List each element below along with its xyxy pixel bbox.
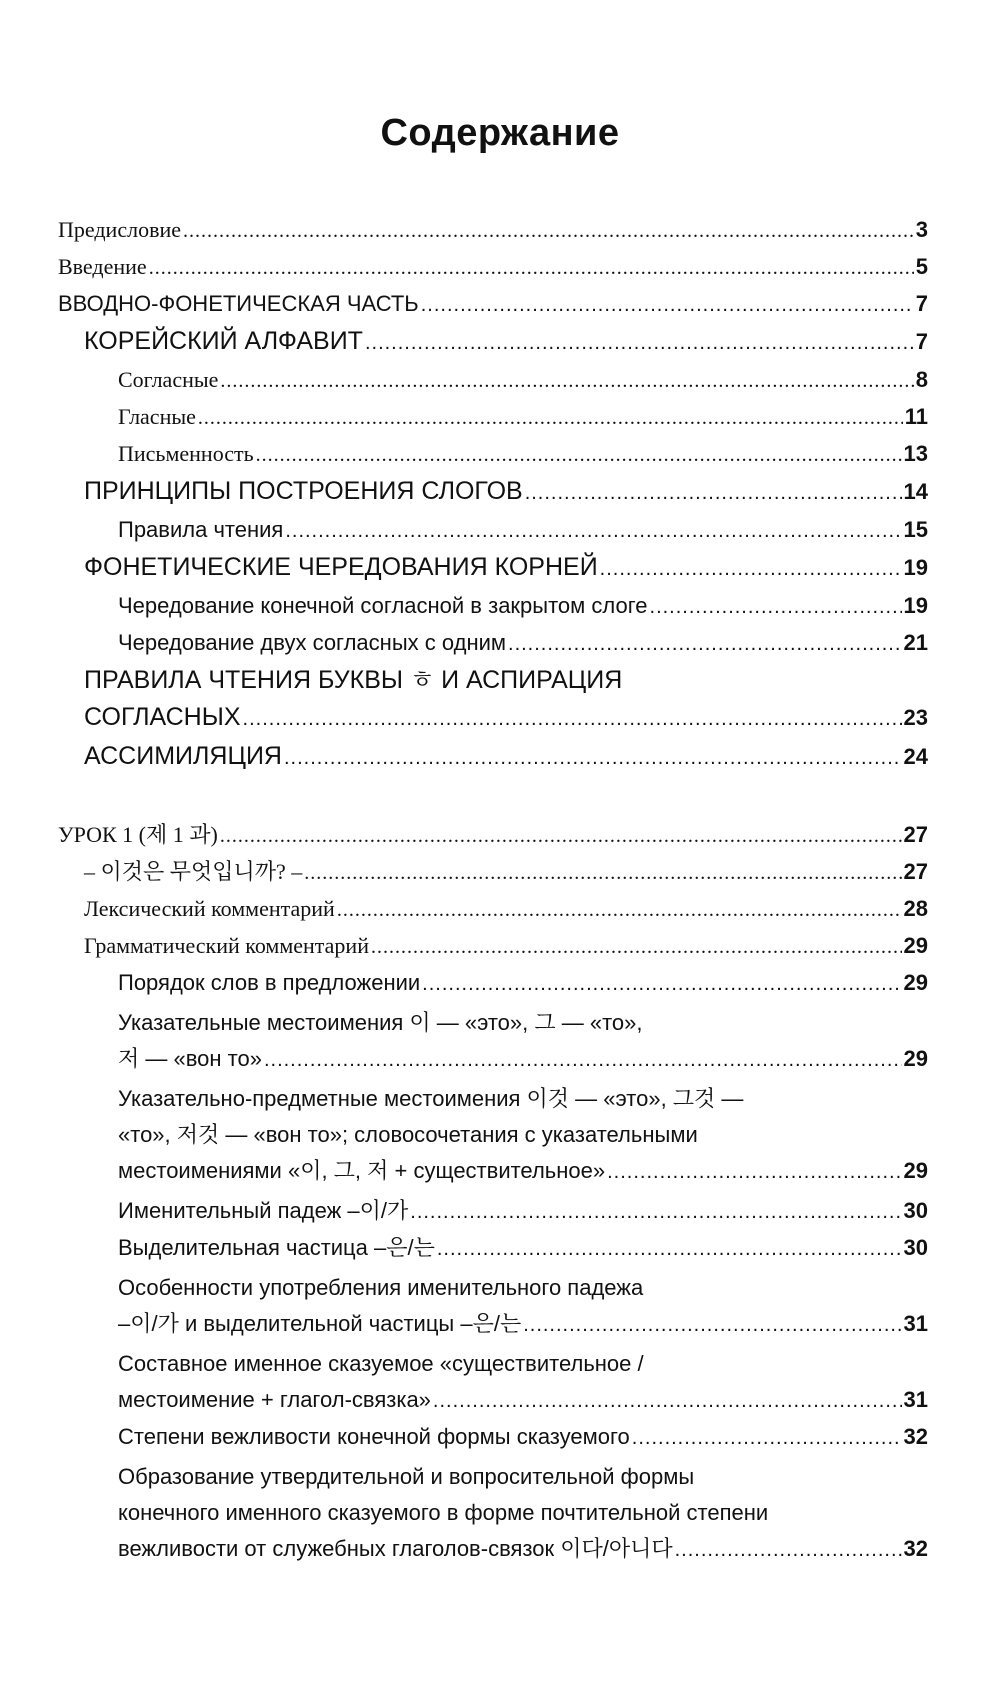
dot-leader (183, 213, 914, 249)
dot-leader (285, 513, 901, 549)
toc-page-number: 28 (903, 896, 928, 921)
toc-entry-line: Особенности употребления именительного падежа (118, 1275, 644, 1300)
toc-entry-korean-alphabet[interactable] (58, 323, 928, 362)
dot-leader (632, 1420, 902, 1456)
dot-leader (365, 325, 914, 362)
dot-leader (220, 818, 902, 854)
toc-entry-label: Степени вежливости конечной формы сказуемого (118, 1424, 630, 1449)
toc-entry-label: ФОНЕТИЧЕСКИЕ ЧЕРЕДОВАНИЯ КОРНЕЙ (84, 553, 598, 581)
toc-entry-label: местоимениями «이, 그, 저 + существительное» (118, 1158, 606, 1183)
dot-leader (198, 400, 903, 436)
toc-entry-label: ПРИНЦИПЫ ПОСТРОЕНИЯ СЛОГОВ (84, 477, 523, 505)
toc-entry-label: Порядок слов в предложении (118, 970, 421, 995)
toc-page-number: 27 (903, 859, 928, 884)
dot-leader (675, 1532, 902, 1568)
toc-page-number: 3 (915, 217, 928, 242)
toc-page-number: 31 (903, 1387, 928, 1412)
toc-page-number: 19 (903, 593, 928, 618)
dot-leader (243, 701, 902, 738)
toc-entry-label: Именительный падеж –이/가 (118, 1198, 409, 1223)
toc-entry-label: Согласные (118, 367, 219, 392)
page-title: Содержание (380, 112, 620, 154)
toc-page-number: 27 (903, 822, 928, 847)
toc-entry-label: Лексический комментарий (84, 896, 335, 921)
toc-page-number: 23 (903, 705, 928, 730)
toc-entry-line: Указательные местоимения 이 — «это», 그 — «то», (118, 1010, 643, 1035)
toc-page-number: 24 (903, 744, 928, 769)
section-gap (58, 777, 928, 817)
toc-page-number: 32 (903, 1424, 928, 1449)
toc-entry-label: Введение (58, 254, 147, 279)
toc-entry-label: КОРЕЙСКИЙ АЛФАВИТ (84, 327, 363, 355)
toc-entry-grammar-commentary[interactable] (58, 928, 928, 965)
toc-page-number: 8 (915, 367, 928, 392)
dot-leader (256, 437, 902, 473)
toc-page-number: 7 (915, 291, 928, 316)
toc-page-number: 29 (903, 970, 928, 995)
toc-entry-label: Правила чтения (118, 517, 284, 542)
dot-leader (220, 363, 913, 399)
toc-entry-label: Предисловие (58, 217, 181, 242)
toc-page-number: 32 (903, 1536, 928, 1561)
dot-leader (149, 250, 914, 286)
dot-leader (433, 1383, 902, 1419)
toc-entry-demonstrative-object-pronouns[interactable] (58, 1081, 928, 1190)
toc-entry-writing[interactable] (58, 436, 928, 473)
dot-leader (600, 551, 902, 588)
dot-leader (264, 1042, 902, 1078)
toc-entry-label: Выделительная частица –은/는 (118, 1235, 435, 1260)
toc-entry-line: «то», 저것 — «вон то»; словосочетания с указательными (118, 1122, 698, 1147)
toc-page-number: 13 (903, 441, 928, 466)
dot-leader (410, 1194, 901, 1230)
toc-entry-reading-rules[interactable] (58, 512, 928, 549)
toc-entry-compound-predicate[interactable] (58, 1346, 928, 1419)
dot-leader (337, 892, 902, 928)
toc-entry-affirmative-interrogative[interactable] (58, 1459, 928, 1568)
toc-page-number: 29 (903, 1046, 928, 1071)
dot-leader (508, 626, 902, 662)
toc-entry-label: ВВОДНО-ФОНЕТИЧЕСКАЯ ЧАСТЬ (58, 291, 419, 316)
toc-entry-line: конечного именного сказуемого в форме почтительной степени (118, 1500, 769, 1525)
toc-entry-label: Чередование конечной согласной в закрытом слоге (118, 593, 648, 618)
toc-entry-letter-h-aspiration[interactable] (58, 662, 928, 738)
dot-leader (284, 740, 902, 777)
toc-entry-two-consonants[interactable] (58, 625, 928, 662)
dot-leader (650, 589, 902, 625)
table-of-contents (58, 212, 928, 1568)
toc-entry-introduction[interactable] (58, 249, 928, 286)
toc-entry-vowels[interactable] (58, 399, 928, 436)
toc-entry-label: Грамматический комментарий (84, 933, 369, 958)
toc-entry-syllable-principles[interactable] (58, 473, 928, 512)
toc-entry-label: Гласные (118, 404, 196, 429)
toc-entry-line: Образование утвердительной и вопросительной формы (118, 1464, 695, 1489)
toc-page-number: 30 (903, 1235, 928, 1260)
toc-entry-phonetic-part[interactable] (58, 286, 928, 323)
toc-page-number: 21 (903, 630, 928, 655)
toc-entry-preface[interactable] (58, 212, 928, 249)
dot-leader (304, 855, 901, 891)
toc-entry-final-consonant[interactable] (58, 588, 928, 625)
dot-leader (523, 1307, 901, 1343)
dot-leader (421, 287, 914, 323)
toc-entry-label: –이/가 и выделительной частицы –은/는 (118, 1311, 522, 1336)
toc-entry-line: ПРАВИЛА ЧТЕНИЯ БУКВЫ ㅎ И АСПИРАЦИЯ (84, 666, 623, 694)
toc-entry-consonants[interactable] (58, 362, 928, 399)
dot-leader (422, 966, 901, 1002)
dot-leader (437, 1231, 902, 1267)
toc-entry-demonstrative-pronouns[interactable] (58, 1005, 928, 1078)
toc-entry-lesson-1-subtitle[interactable] (58, 854, 928, 891)
dot-leader (371, 929, 902, 965)
toc-page-number: 29 (903, 1158, 928, 1183)
toc-entry-nominative-case[interactable] (58, 1193, 928, 1230)
toc-entry-word-order[interactable] (58, 965, 928, 1002)
dot-leader (525, 475, 902, 512)
toc-entry-lexical-commentary[interactable] (58, 891, 928, 928)
toc-entry-line: Указательно-предметные местоимения 이것 — «это», 그것 — (118, 1086, 744, 1111)
toc-entry-label: вежливости от служебных глаголов-связок 이다/아니다 (118, 1536, 673, 1561)
toc-page-number: 11 (904, 404, 928, 429)
dot-leader (607, 1154, 901, 1190)
toc-page-number: 15 (903, 517, 928, 542)
toc-entry-label: местоимение + глагол-связка» (118, 1387, 431, 1412)
toc-page-number: 29 (903, 933, 928, 958)
toc-page-number: 31 (903, 1311, 928, 1336)
toc-entry-topic-particle[interactable] (58, 1230, 928, 1267)
toc-page-number: 19 (903, 555, 928, 580)
toc-page-number: 14 (903, 479, 928, 504)
toc-entry-assimilation[interactable] (58, 738, 928, 777)
toc-entry-line: Составное именное сказуемое «существительное / (118, 1351, 644, 1376)
toc-entry-label: СОГЛАСНЫХ (84, 703, 241, 731)
toc-page-number: 5 (915, 254, 928, 279)
toc-entry-label: – 이것은 무엇입니까? – (84, 859, 303, 884)
toc-entry-label: Письменность (118, 441, 254, 466)
toc-page-number: 30 (903, 1198, 928, 1223)
toc-entry-politeness-levels[interactable] (58, 1419, 928, 1456)
toc-entry-label: Чередование двух согласных с одним (118, 630, 507, 655)
toc-entry-label: 저 — «вон то» (118, 1046, 262, 1071)
toc-entry-lesson-1[interactable] (58, 817, 928, 854)
toc-entry-label: УРОК 1 (제 1 과) (58, 822, 218, 847)
toc-entry-usage-features[interactable] (58, 1270, 928, 1343)
toc-page-number: 7 (915, 329, 928, 354)
toc-entry-label: АССИМИЛЯЦИЯ (84, 742, 282, 770)
toc-entry-phonetic-alternations[interactable] (58, 549, 928, 588)
